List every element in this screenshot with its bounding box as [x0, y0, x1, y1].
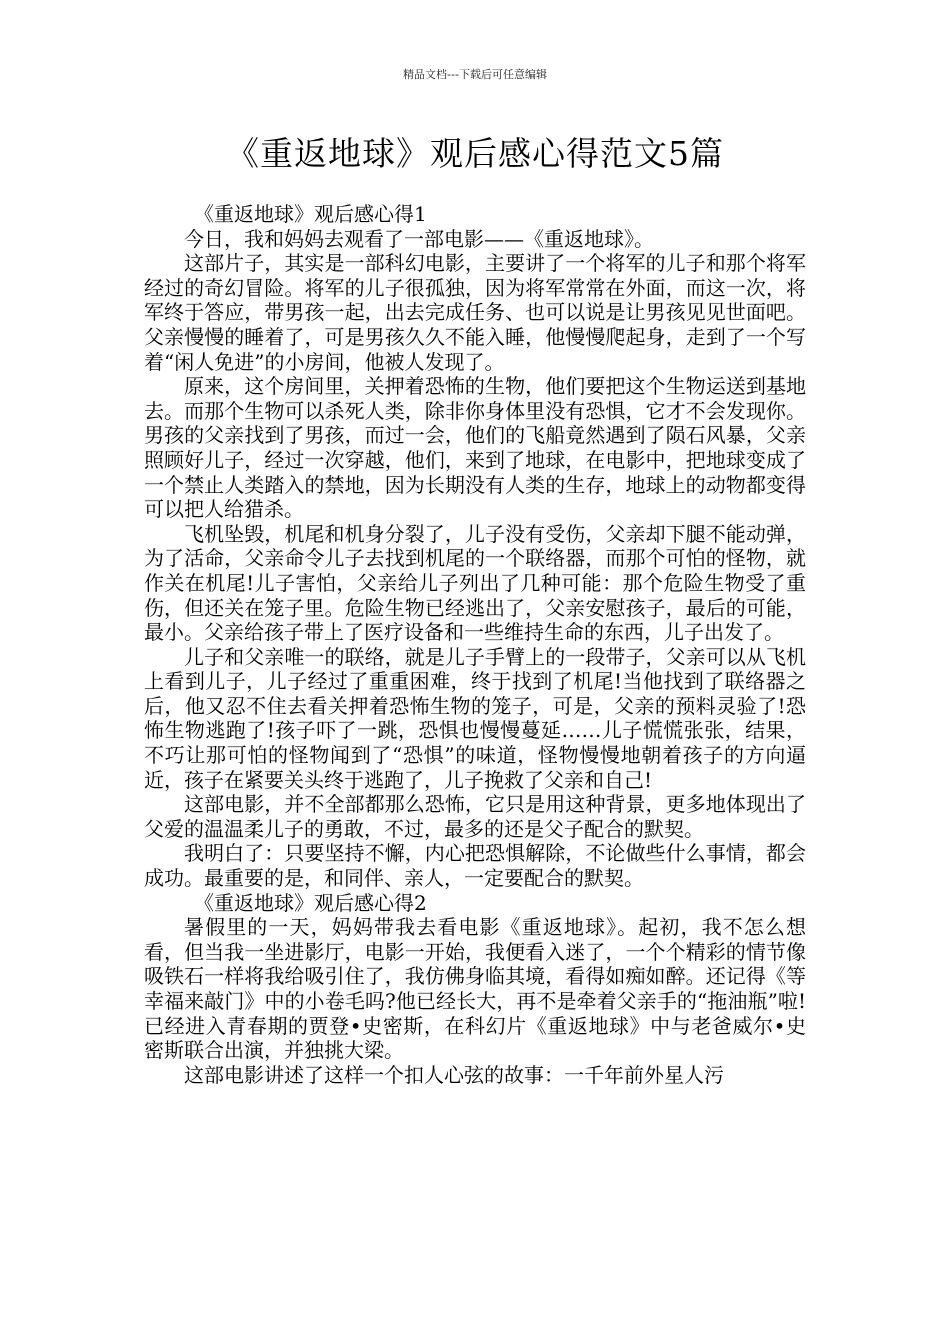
section-heading: 《重返地球》观后感心得2 — [194, 890, 427, 915]
document-title: 《重返地球》观后感心得范文5篇 — [226, 134, 724, 173]
section-heading: 《重返地球》观后感心得1 — [194, 202, 427, 226]
body-paragraph: 这部电影讲述了这样一个扣人心弦的故事：一千年前外星人污 — [184, 1062, 724, 1087]
body-paragraph: 儿子和父亲唯一的联络，就是儿子手臂上的一段带子，父亲可以从飞机上看到儿子，儿子经过了重重困难，终于找到了机尾!当他找到了联络器之后，他又忍不住去看关押着恐怖生物的笼子，可是，父亲的预料灵验了!恐怖生物逃跑了!孩子吓了一跳，恐惧也慢慢蔓延……儿子慌慌张张，结果，不巧让那可怕的怪物闻到了“恐惧”的味道，怪物慢慢地朝着孩子的方向逼近，孩子在紧要关头终于逃跑了，儿子挽救了父亲和自己! — [144, 644, 806, 792]
body-paragraph: 这部片子，其实是一部科幻电影，主要讲了一个将军的儿子和那个将军经过的奇幻冒险。将军的儿子很孤独，因为将军常常在外面，而这一次，将军终于答应，带男孩一起，出去完成任务、也可以说是让男孩见见世面吧。父亲慢慢的睡着了，可是男孩久久不能入睡，他慢慢爬起身，走到了一个写着“闲人免进”的小房间，他被人发现了。 — [144, 251, 806, 374]
body-paragraph: 今日，我和妈妈去观看了一部电影——《重返地球》。 — [184, 226, 654, 251]
body-paragraph: 我明白了：只要坚持不懈，内心把恐惧解除，不论做些什么事情，都会成功。最重要的是，和同伴、亲人，一定要配合的默契。 — [144, 841, 806, 891]
body-paragraph: 飞机坠毁，机尾和机身分裂了，儿子没有受伤，父亲却下腿不能动弹，为了活命，父亲命令儿子去找到机尾的一个联络器，而那个可怕的怪物，就作关在机尾!儿子害怕，父亲给儿子列出了几种可能：那个危险生物受了重伤，但还关在笼子里。危险生物已经逃出了，父亲安慰孩子，最后的可能，最小。父亲给孩子带上了医疗设备和一些维持生命的东西，儿子出发了。 — [144, 521, 806, 645]
body-paragraph: 暑假里的一天，妈妈带我去看电影《重返地球》。起初，我不怎么想看，但当我一坐进影厅，电影一开始，我便看入迷了，一个个精彩的情节像吸铁石一样将我给吸引住了，我仿佛身临其境，看得如痴如醉。还记得《等幸福来敲门》中的小卷毛吗?他已经长大，再不是牵着父亲手的“拖油瓶”啦!已经进入青春期的贾登•史密斯，在科幻片《重返地球》中与老爸威尔•史密斯联合出演，并独挑大梁。 — [144, 915, 806, 1063]
page-header: 精品文档---下载后可任意编辑 — [403, 68, 547, 81]
body-paragraph: 原来，这个房间里，关押着恐怖的生物，他们要把这个生物运送到基地去。而那个生物可以杀死人类，除非你身体里没有恐惧，它才不会发现你。男孩的父亲找到了男孩，而过一会，他们的飞船竟然遇到了陨石风暴，父亲照顾好儿子，经过一次穿越，他们，来到了地球，在电影中，把地球变成了一个禁止人类踏入的禁地，因为长期没有人类的生存，地球上的动物都变得可以把人给猎杀。 — [144, 374, 806, 522]
body-paragraph: 这部电影，并不全部都那么恐怖，它只是用这种背景，更多地体现出了父爱的温温柔儿子的勇敢，不过，最多的还是父子配合的默契。 — [144, 792, 806, 841]
document-body — [144, 202, 806, 1087]
